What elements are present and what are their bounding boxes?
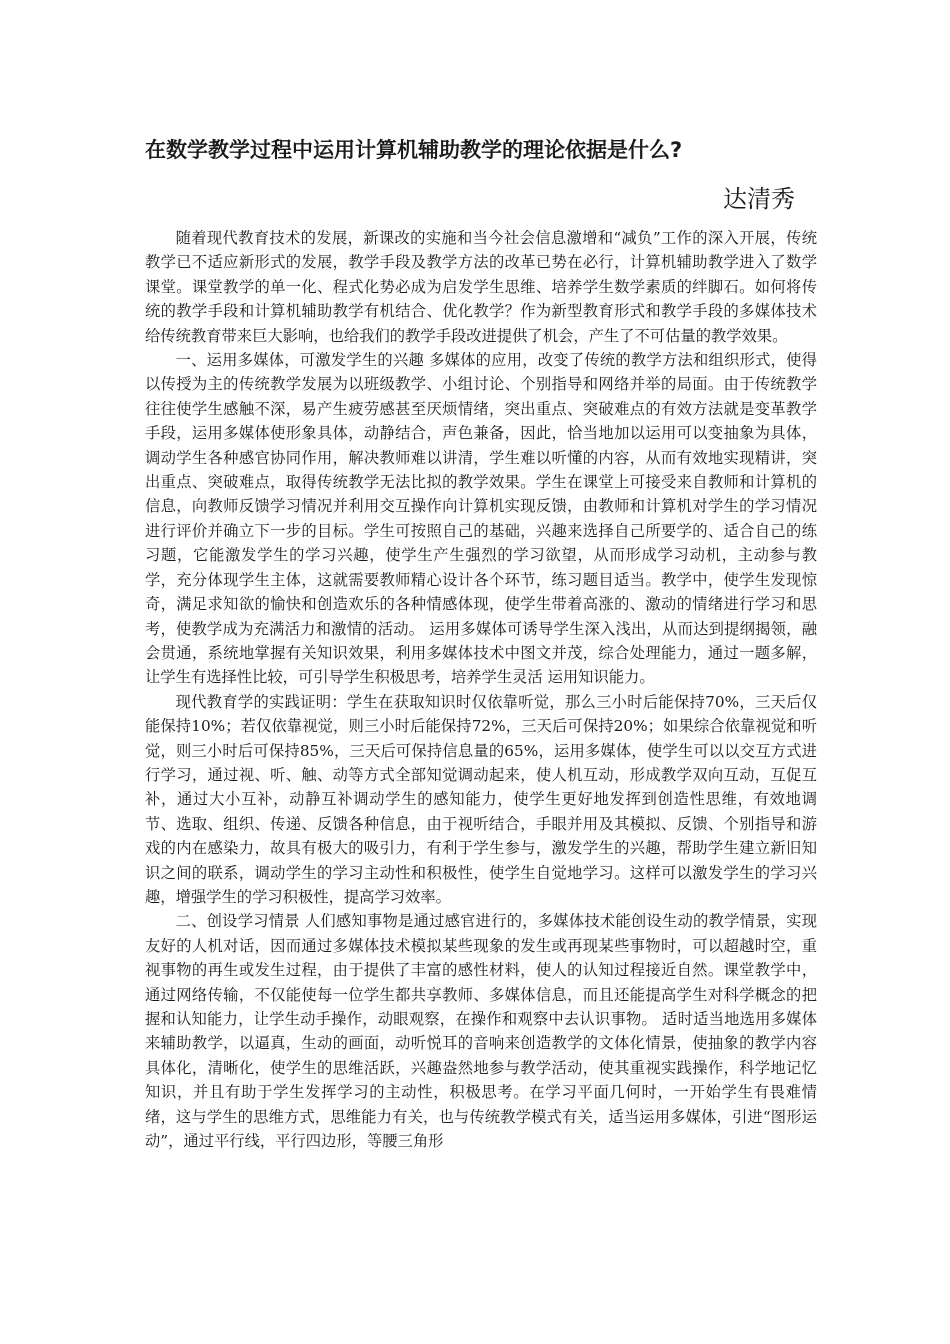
paragraph-intro: 随着现代教育技术的发展，新课改的实施和当今社会信息激增和“减负”工作的深入开展，传统教学已不适应新形式的发展，教学手段及教学方法的改革已势在必行，计算机辅助教学进入了数学课堂。课堂教学的单一化、程式化势必成为启发学生思维、培养学生数学素质的绊脚石。如何将传统的教学手段和计算机辅助教学有机结合、优化教学？作为新型教育形式和教学手段的多媒体技术给传统教育带来巨大影响，也给我们的教学手段改进提供了机会，产生了不可估量的教学效果。: [145, 229, 817, 345]
paragraph-section-1: 一、运用多媒体，可激发学生的兴趣 多媒体的应用，改变了传统的教学方法和组织形式，使得以传授为主的传统教学发展为以班级教学、小组讨论、个别指导和网络并举的局面。由于传统教学往往使学生感触不深，易产生疲劳感甚至厌烦情绪，突出重点、突破难点的有效方法就是变革教学手段，运用多媒体使形象具体，动静结合，声色兼备，因此，恰当地加以运用可以变抽象为具体，调动学生各种感官协同作用，解决教师难以讲清，学生难以听懂的内容，从而有效地实现精讲，突出重点、突破难点，取得传统教学无法比拟的教学效果。学生在课堂上可接受来自教师和计算机的信息，向教师反馈学习情况并利用交互操作向计算机实现反馈，由教师和计算机对学生的学习情况进行评价并确立下一步的目标。学生可按照自己的基础，兴趣来选择自己所要学的、适合自己的练习题，它能激发学生的学习兴趣，使学生产生强烈的学习欲望，从而形成学习动机，主动参与教学，充分体现学生主体，这就需要教师精心设计各个环节，练习题目适当。教学中，使学生发现惊奇，满足求知欲的愉快和创造欢乐的各种情感体现，使学生带着高涨的、激动的情绪进行学习和思考，使教学成为充满活力和激情的活动。 运用多媒体可诱导学生深入浅出，从而达到提纲揭领，融会贯通，系统地掌握有关知识效果，利用多媒体技术中图文并茂，综合处理能力，通过一题多解，让学生有选择性比较，可引导学生积极思考，培养学生灵活 运用知识能力。: [145, 351, 817, 687]
document-author: 达清秀: [723, 185, 795, 213]
paragraph-section-2: 二、创设学习情景 人们感知事物是通过感官进行的，多媒体技术能创设生动的教学情景，实现友好的人机对话，因而通过多媒体技术模拟某些现象的发生或再现某些事物时，可以超越时空，重视事物的再生或发生过程，由于提供了丰富的感性材料，使人的认知过程接近自然。课堂教学中，通过网络传输，不仅能使每一位学生都共享教师、多媒体信息，而且还能提高学生对科学概念的把握和认知能力，让学生动手操作，动眼观察，在操作和观察中去认识事物。 适时适当地选用多媒体来辅助教学，以逼真，生动的画面，动听悦耳的音响来创造教学的文体化情景，使抽象的教学内容具体化，清晰化，使学生的思维活跃，兴趣盎然地参与教学活动，使其重视实践操作，科学地记忆知识，并且有助于学生发挥学习的主动性，积极思考。在学习平面几何时，一开始学生有畏难情绪，这与学生的思维方式，思维能力有关，也与传统教学模式有关，适当运用多媒体，引进“图形运动”，通过平行线，平行四边形，等腰三角形: [145, 912, 817, 1151]
document-body: [145, 226, 817, 1153]
document-title: 在数学教学过程中运用计算机辅助教学的理论依据是什么?: [145, 138, 683, 162]
paragraph-evidence: 现代教育学的实践证明：学生在获取知识时仅依靠听觉，那么三小时后能保持70%，三天后仅能保持10%；若仅依靠视觉，则三小时后能保持72%，三天后可保持20%；如果综合依靠视觉和听觉，则三小时后可保持85%，三天后可保持信息量的65%，运用多媒体，使学生可以以交互方式进行学习，通过视、听、触、动等方式全部知觉调动起来，使人机互动，形成教学双向互动，互促互补，通过大小互补，动静互补调动学生的感知能力，使学生更好地发挥到创造性思维，有效地调节、选取、组织、传递、反馈各种信息，由于视听结合，手眼并用及其模拟、反馈、个别指导和游戏的内在感染力，故具有极大的吸引力，有利于学生参与，激发学生的兴趣，帮助学生建立新旧知识之间的联系，调动学生的学习主动性和积极性，使学生自觉地学习。这样可以激发学生的学习兴趣，增强学生的学习积极性，提高学习效率。: [145, 692, 817, 906]
